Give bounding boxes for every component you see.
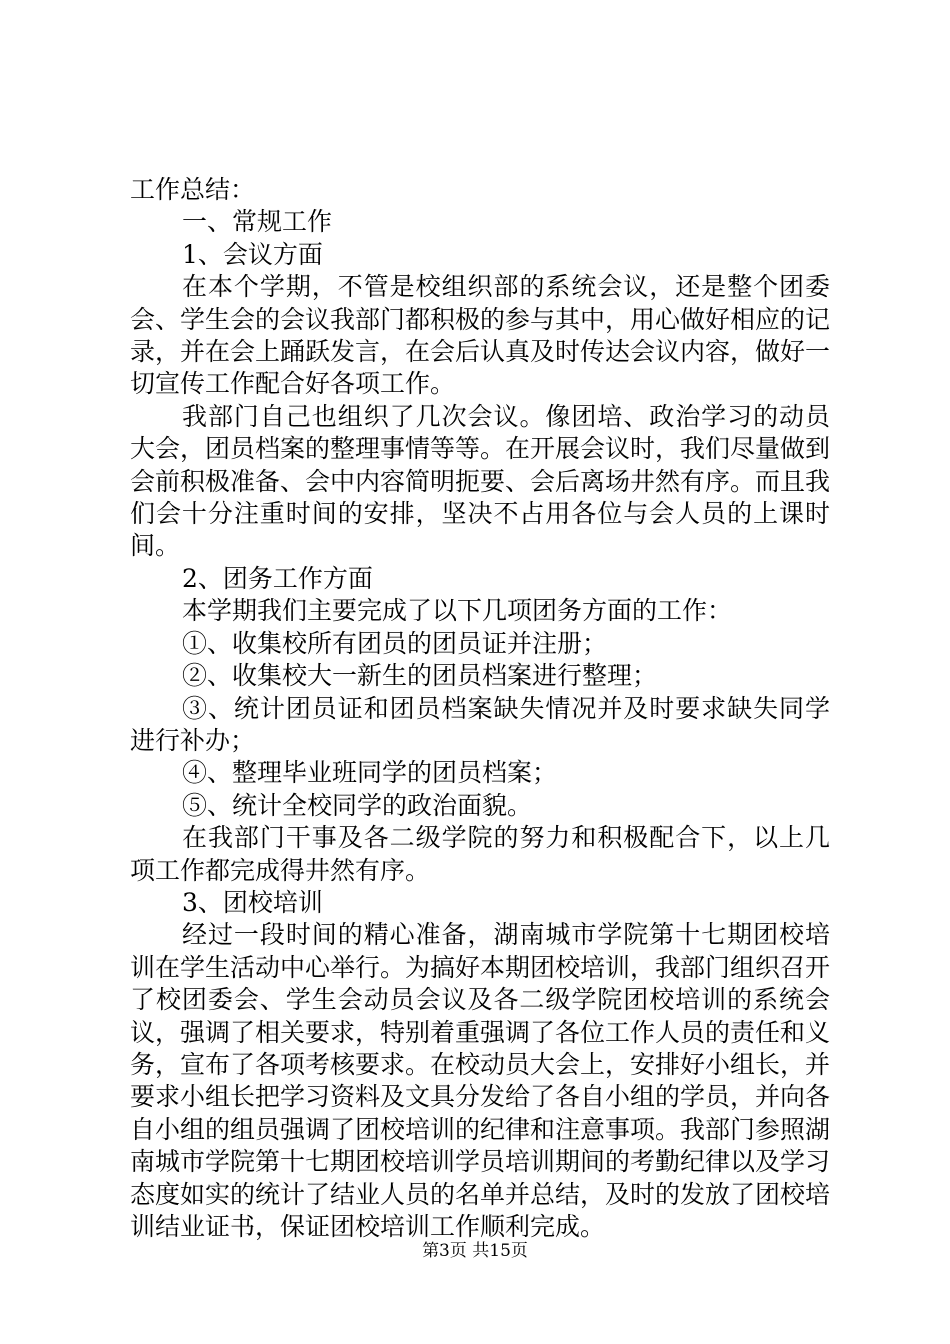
document-body [130,174,830,1243]
subsection-heading-league-school-training: 3、团校培训 [182,887,323,917]
list-item-1: ①、收集校所有团员的团员证并注册； [182,628,608,658]
list-item-3: ③、统计团员证和团员档案缺失情况并及时要求缺失同学进行补办； [130,693,830,755]
paragraph-meetings-organized: 我部门自己也组织了几次会议。像团培、政治学习的动员大会，团员档案的整理事情等等。在开展会议时，我们尽量做到会前积极准备、会中内容简明扼要、会后离场井然有序。而且我们会十分注重时间的安排，坚决不占用各位与会人员的上课时间。 [130,401,831,561]
list-item-5: ⑤、统计全校同学的政治面貌。 [182,790,533,820]
subsection-heading-league-affairs: 2、团务工作方面 [182,563,373,593]
page-number-footer: 第3页 共15页 [422,1241,528,1261]
list-item-4: ④、整理毕业班同学的团员档案； [182,758,558,788]
subsection-heading-meetings: 1、会议方面 [182,239,323,269]
section-heading-routine-work: 一、常规工作 [182,207,333,237]
paragraph-league-school-training: 经过一段时间的精心准备，湖南城市学院第十七期团校培训在学生活动中心举行。为搞好本期团校培训，我部门组织召开了校团委会、学生会动员会议及各二级学院团校培训的系统会议，强调了相关要求，特别着重强调了各位工作人员的责任和义务，宣布了各项考核要求。在校动员大会上，安排好小组长，并要求小组长把学习资料及文具分发给了各自小组的学员，并向各自小组的组员强调了团校培训的纪律和注意事项。我部门参照湖南城市学院第十七期团校培训学员培训期间的考勤纪律以及学习态度如实的统计了结业人员的名单并总结，及时的发放了团校培训结业证书，保证团校培训工作顺利完成。 [130,920,831,1241]
paragraph-meetings-participation: 在本个学期，不管是校组织部的系统会议，还是整个团委会、学生会的会议我部门都积极的参与其中，用心做好相应的记录，并在会上踊跃发言，在会后认真及时传达会议内容，做好一切宣传工作配合好各项工作。 [130,272,831,399]
paragraph-league-affairs-intro: 本学期我们主要完成了以下几项团务方面的工作： [182,596,733,626]
document-title: 工作总结： [130,175,256,204]
paragraph-league-affairs-summary: 在我部门干事及各二级学院的努力和积极配合下，以上几项工作都完成得井然有序。 [130,823,830,885]
list-item-2: ②、收集校大一新生的团员档案进行整理； [182,661,658,691]
